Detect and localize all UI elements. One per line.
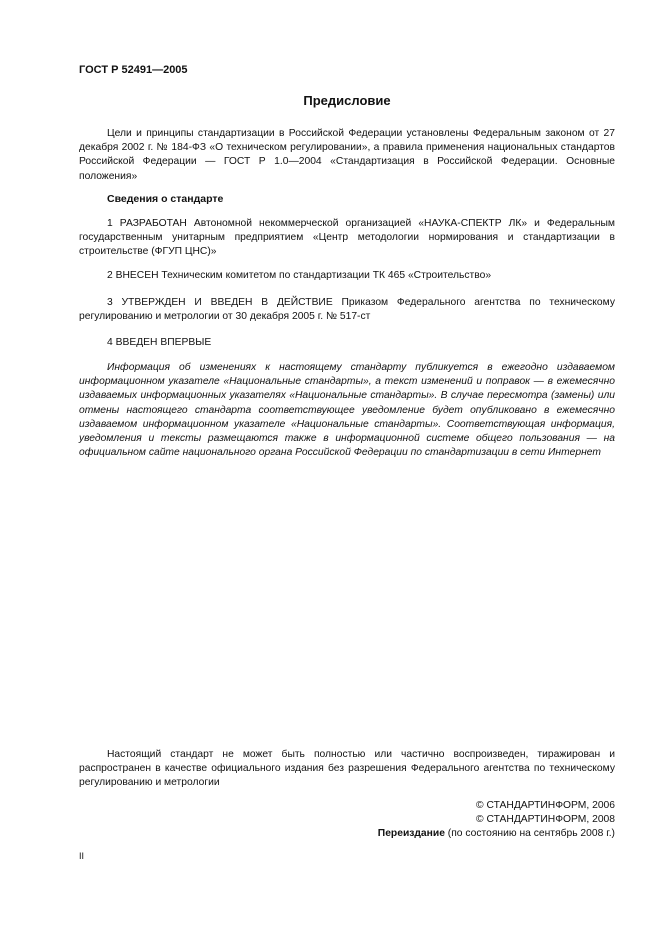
item-developed: 1 РАЗРАБОТАН Автономной некоммерческой организацией «НАУКА-СПЕКТР ЛК» и Федеральным государственным унитарным предприятием «Центр методологии нормирования и стандартизации в строительстве (ФГУП ЦНС)» xyxy=(79,218,615,258)
item-submitted: 2 ВНЕСЕН Техническим комитетом по стандартизации ТК 465 «Строительство» xyxy=(107,270,492,281)
copyright-line-2: © СТАНДАРТИНФОРМ, 2008 xyxy=(476,814,615,825)
reissue-line xyxy=(79,827,615,841)
item-approved: 3 УТВЕРЖДЕН И ВВЕДЕН В ДЕЙСТВИЕ Приказом Федерального агентства по техническому регулированию и метрологии от 30 декабря 2005 г. № 517-ст xyxy=(79,297,615,323)
reissue-text: (по состоянию на сентябрь 2008 г.) xyxy=(444,828,615,839)
notice-paragraph: Информация об изменениях к настоящему стандарту публикуется в ежегодно издаваемом информационном указателе «Национальные стандарты», а текст изменений и поправок — в ежемесячно издаваемых информационных указателях «Национальные стандарты». В случае пересмотра (замены) или отмены настоящего стандарта соответствующее уведомление будет опубликовано в ежемесячно издаваемом информационном указателе «Национальные стандарты». Соответствующая информация, уведомления и тексты размещаются также в информационной системе общего пользования — на официальном сайте национального органа Российской Федерации по стандартизации в сети Интернет xyxy=(79,362,615,459)
page-title: Предисловие xyxy=(303,93,391,108)
reissue-label: Переиздание xyxy=(377,828,445,839)
document-code: ГОСТ Р 52491—2005 xyxy=(79,64,188,76)
page-number: II xyxy=(79,851,85,861)
copyright-line-1: © СТАНДАРТИНФОРМ, 2006 xyxy=(476,800,615,811)
info-heading: Сведения о стандарте xyxy=(107,193,224,205)
copyright-notice: Настоящий стандарт не может быть полностью или частично воспроизведен, тиражирован и распространен в качестве официального издания без разрешения Федерального агентства по техническому регулированию и метрологии xyxy=(79,749,615,789)
intro-paragraph: Цели и принципы стандартизации в Российской Федерации установлены Федеральным законом от 27 декабря 2002 г. № 184-ФЗ «О техническом регулировании», а правила применения национальных стандартов Российской Федерации — ГОСТ Р 1.0—2004 «Стандартизация в Российской Федерации. Основные положения» xyxy=(79,128,615,182)
item-introduced: 4 ВВЕДЕН ВПЕРВЫЕ xyxy=(107,337,212,348)
